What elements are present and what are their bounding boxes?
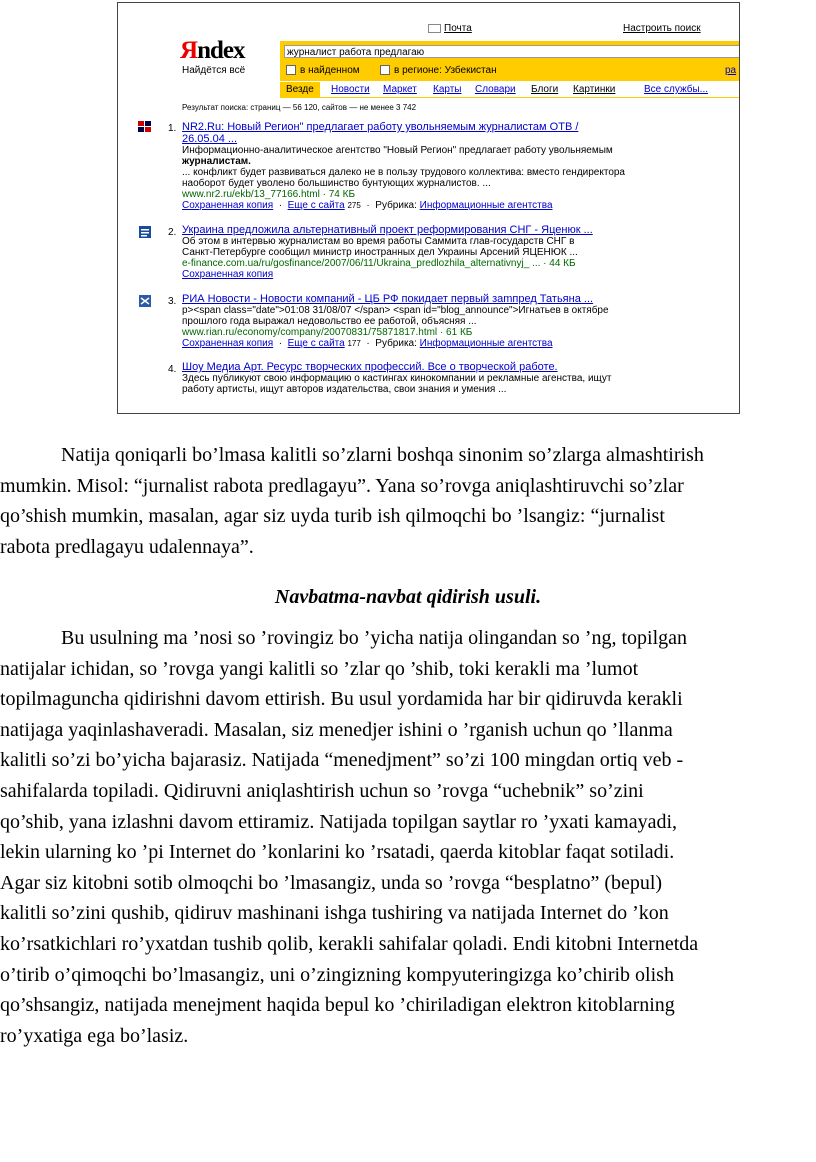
rubric-label: Рубрика: — [375, 200, 417, 211]
more-from-site-link[interactable]: Еще с сайта — [287, 338, 345, 349]
text-line: topilmaguncha qidirishni davom ettirish. Bu usul yordamida har bir qidiruvda kerakli — [0, 688, 683, 711]
tab-images[interactable]: Картинки — [573, 84, 616, 95]
result-snippet: прошлого года выражал недовольство ее работой, объясняя ... — [182, 316, 477, 327]
result-number: 1. — [168, 123, 177, 134]
text-line: ro’yxatiga ega bo’lasiz. — [0, 1024, 189, 1047]
more-count: 177 — [347, 339, 361, 348]
tab-dictionaries[interactable]: Словари — [475, 84, 516, 95]
result-url[interactable]: e-finance.com.ua/ru/gosfinance/2007/06/11/Ukraina_predlozhila_alternativnyj_ ... · 44 КБ — [182, 258, 576, 269]
tab-blogs[interactable]: Блоги — [531, 84, 559, 95]
text-line: natijaga yaqinlashaveradi. Masalan, siz menedjer ishini o ’rganish uchun qo ’llanma — [0, 718, 673, 741]
result-number: 3. — [168, 296, 177, 307]
text-line: Agar siz kitobni sotib olmoqchi bo ’lmasangiz, unda so ’rovga “besplatno” (bepul) — [0, 871, 663, 894]
tab-maps[interactable]: Карты — [433, 84, 462, 95]
search-input[interactable]: журналист работа предлагаю — [284, 45, 740, 58]
cached-copy-link[interactable]: Сохраненная копия — [182, 269, 274, 280]
settings-link[interactable]: Настроить поиск — [623, 23, 701, 34]
slogan: Найдётся всё — [182, 65, 246, 76]
result-title-link[interactable]: NR2.Ru: Новый Регион" предлагает работу увольняемым журналистам ОТВ / — [182, 121, 579, 133]
result-meta — [182, 269, 722, 280]
mail-icon — [428, 24, 441, 33]
checkbox[interactable] — [286, 65, 296, 75]
more-from-site-link[interactable]: Еще с сайта — [287, 200, 345, 211]
result-url[interactable]: www.nr2.ru/ekb/13_77166.html · 74 КБ — [182, 189, 356, 200]
paragraph-1 — [0, 440, 816, 562]
more-options-link[interactable]: ра — [725, 65, 737, 76]
text-line: Natija qoniqarli bo’lmasa kalitli so’zlarni boshqa sinonim so’zlarga almashtirish — [61, 444, 704, 466]
result-snippet: Информационно-аналитическое агентство "Новый Регион" предлагает работу увольняемым — [182, 145, 613, 156]
text-line: Bu usulning ma ’nosi so ’rovingiz bo ’yicha natija olingandan so ’ng, topilgan — [61, 626, 688, 649]
mail-link[interactable]: Почта — [428, 23, 472, 34]
result-body — [182, 121, 722, 211]
tab-market[interactable]: Маркет — [383, 84, 417, 95]
more-count: 275 — [347, 201, 361, 210]
yandex-logo: Яndex — [180, 37, 245, 64]
result-meta: Сохраненная копия · Еще с сайта 177 · Рубрика: Информационные агентства — [182, 338, 553, 349]
result-snippet: Санкт-Петербурге сообщил министр иностранных дел Украины Арсений ЯЦЕНЮК ... — [182, 247, 578, 258]
rubric-link[interactable]: Информационные агентства — [419, 200, 553, 211]
result-number: 2. — [168, 227, 177, 238]
text-line: ko’rsatkichlari ro’yxatdan tushib qolib, kerakli sahifalar qoladi. Endi kitobni Internetda — [0, 932, 699, 955]
result-snippet: журналистам. — [182, 156, 251, 167]
result-body — [182, 224, 722, 280]
nr2-favicon — [138, 121, 152, 133]
result-snippet: Здесь публикуют свою информацию о кастингах кинокомпании и рекламные агенства, ищут — [182, 373, 612, 384]
text-line: sahifalarda topiladi. Qidiruvni aniqlashtirish uchun so ’rovga “uchebnik” so’zini — [0, 779, 644, 802]
result-body — [182, 293, 722, 349]
text-line: o’tirib o’qimoqchi bo’lmasangiz, uni o’zingizning kompyuteringizga ko’chirib olish — [0, 963, 674, 986]
tab-news[interactable]: Новости — [331, 84, 370, 95]
document-favicon — [138, 226, 152, 238]
section-heading: Navbatma-navbat qidirish usuli. — [274, 586, 542, 609]
result-stats: Результат поиска: страниц — 56 120, сайтов — не менее 3 742 — [182, 103, 417, 112]
option-region[interactable]: в регионе: Узбекистан — [380, 65, 497, 76]
result-title-link[interactable]: РИА Новости - Новости компаний - ЦБ РФ покидает первый заmпред Татьяна ... — [182, 293, 594, 305]
result-body — [182, 361, 722, 395]
text-line: natijalar ichidan, so ’rovga yangi kalitli so ’zlar qo ’shib, toki kerakli ma ’lumot — [0, 657, 639, 680]
cached-copy-link[interactable]: Сохраненная копия — [182, 338, 274, 349]
result-title-link[interactable]: Украина предложила альтернативный проект реформирования СНГ - Яценюк ... — [182, 224, 593, 236]
result-item — [168, 123, 176, 134]
tab-all-services[interactable]: Все службы... — [644, 84, 709, 95]
result-title-link-cont[interactable]: 26.05.04 ... — [182, 133, 238, 145]
checkbox[interactable] — [380, 65, 390, 75]
option-in-found[interactable]: в найденном — [286, 65, 360, 76]
rubric-link[interactable]: Информационные агентства — [419, 338, 553, 349]
result-item — [168, 296, 176, 307]
result-snippet: p><span class="date">01:08 31/08/07 </span> <span id="blog_announce">Игнатьев в октябре — [182, 305, 609, 316]
result-snippet: Об этом в интервью журналистам во время работы Саммита глав-государств СНГ в — [182, 236, 575, 247]
ria-favicon — [138, 295, 152, 307]
result-url[interactable]: www.rian.ru/economy/company/20070831/75871817.html · 61 КБ — [182, 327, 473, 338]
result-number: 4. — [168, 364, 177, 375]
text-line: lekin ularning ko ’pi Internet do ’konlarini ko ’rsatadi, qaerda kitoblar faqat sotiladi. — [0, 841, 675, 864]
text-line: kalitli so’zi bo’yicha bajarasiz. Natijada “menedjment” so’zi 100 mingdan ortiq veb - — [0, 749, 684, 772]
text-line: kalitli so’zini qushib, qidiruv mashinani ishga tushiring va natijada Internet do ’kon — [0, 902, 669, 925]
rubric-label: Рубрика: — [375, 338, 417, 349]
result-snippet: наоборот будет уволено большинство бунтующих журналистов. ... — [182, 178, 491, 189]
result-meta: Сохраненная копия · Еще с сайта 275 · Рубрика: Информационные агентства — [182, 200, 553, 211]
text-line: qo’shish mumkin, masalan, agar siz uyda turib ish qilmoqchi bo ’lsangiz: “jurnalist — [0, 505, 665, 528]
text-line: mumkin. Misol: “jurnalist rabota predlagayu”. Yana so’rovga aniqlashtiruvchi so’zlar — [0, 474, 684, 497]
document-body — [0, 440, 816, 1051]
result-item — [168, 227, 176, 238]
text-line: qo’shib, yana izlashni davom ettiramiz. Natijada topilgan saytlar ro ’yxati kamayadi, — [0, 810, 678, 833]
result-snippet: ... конфликт будет развиваться далеко не в пользу трудового коллектива: вместо гендиректора — [182, 167, 625, 178]
text-line: qo’shsangiz, natijada menejment haqida bepul ko ’chiriladigan elektron kitoblarning — [0, 994, 675, 1017]
text-line: rabota predlagayu udalennaya”. — [0, 535, 254, 558]
search-screenshot — [117, 2, 740, 414]
result-title-link[interactable]: Шоу Медиа Арт. Ресурс творческих профессий. Все о творческой работе. — [182, 361, 558, 373]
result-item — [168, 364, 176, 375]
cached-copy-link[interactable]: Сохраненная копия — [182, 200, 274, 211]
paragraph-2 — [0, 623, 816, 1051]
result-snippet: работу артисты, ищут авторов издательства, свои знания и умения ... — [182, 384, 507, 395]
tab-everywhere[interactable]: Везде — [280, 82, 320, 97]
